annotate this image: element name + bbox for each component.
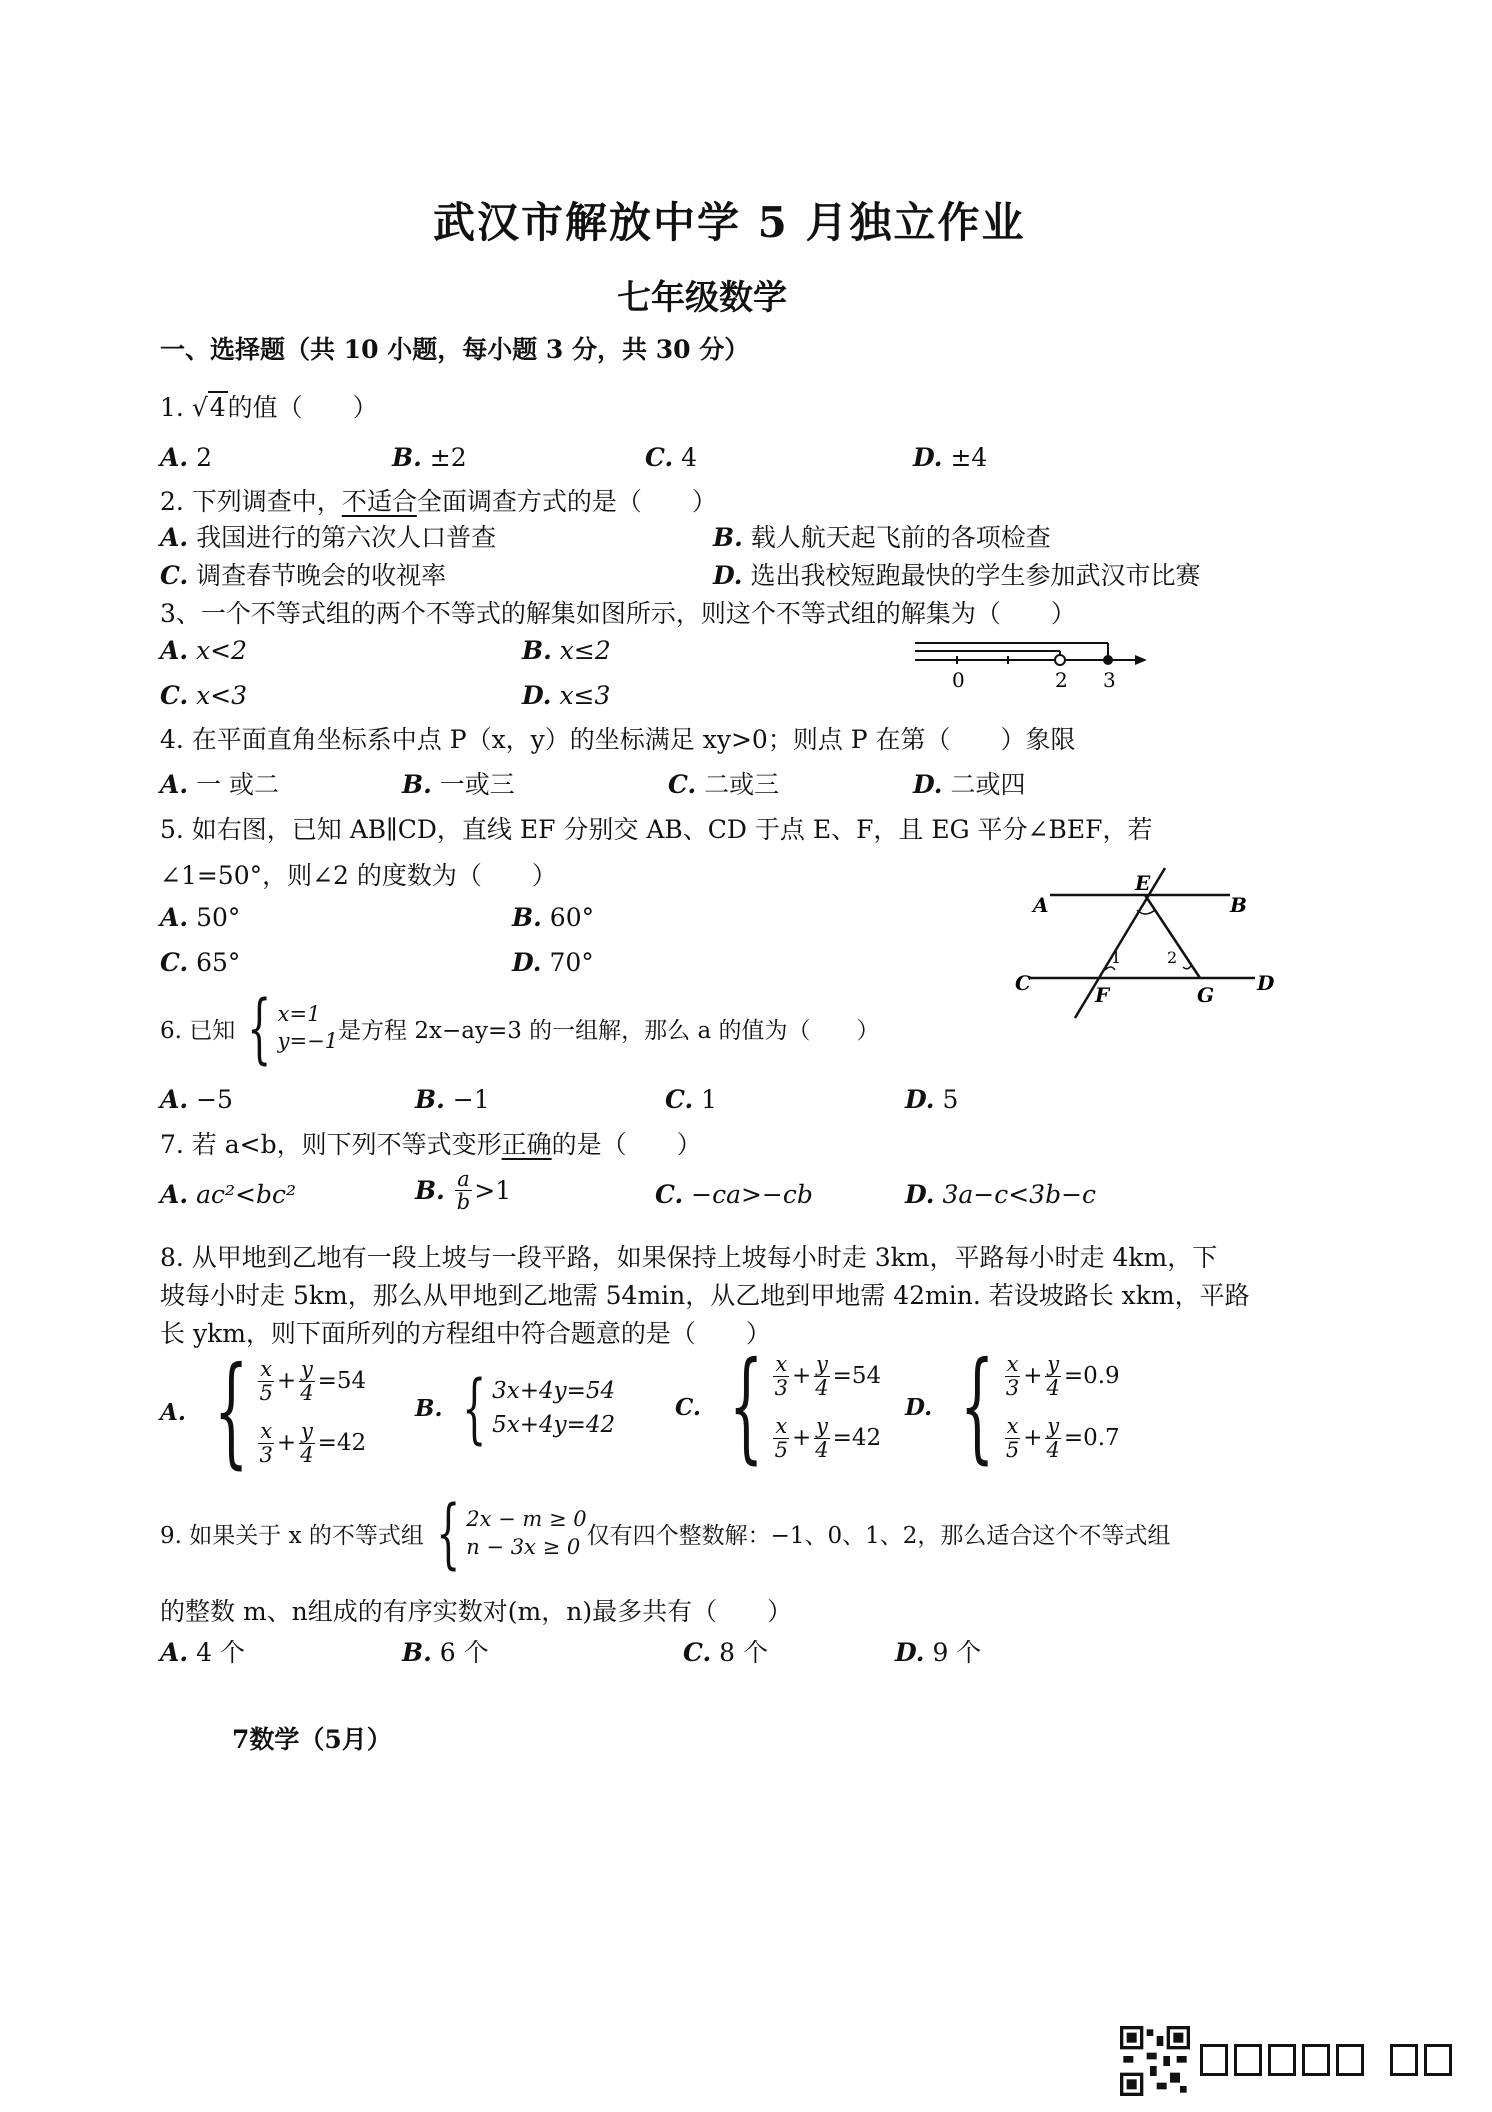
qr-code-icon bbox=[1120, 2026, 1190, 2096]
question-9-line-2: 的整数 m、n组成的有序实数对(m，n)最多共有（ ） bbox=[160, 1597, 793, 1626]
q6-option-a: A. −5 bbox=[160, 1085, 233, 1114]
underlined-keyword: 不适合 bbox=[341, 487, 417, 516]
point-label-d: D bbox=[1257, 971, 1275, 995]
q1-option-a: A. 2 bbox=[160, 443, 212, 472]
question-8-line-1: 8. 从甲地到乙地有一段上坡与一段平路，如果保持上坡每小时走 3km，平路每小时走 4km，下 bbox=[160, 1243, 1218, 1272]
q5-option-a: A. 50° bbox=[160, 903, 241, 932]
q1-option-d: D. ±4 bbox=[913, 443, 988, 472]
q3-option-d: D. x≤3 bbox=[522, 681, 611, 710]
q7-option-b: B. $\frac{a}{b}$ >1 bbox=[415, 1167, 512, 1215]
question-text: 的值（ ） bbox=[227, 393, 378, 422]
radicand: 4 bbox=[209, 393, 226, 422]
point-label-c: C bbox=[1015, 971, 1031, 995]
angle-label-2: 2 bbox=[1167, 948, 1178, 967]
section-heading: 一、选择题（共 10 小题，每小题 3 分，共 30 分） bbox=[160, 335, 750, 364]
q4-option-b: B. 一或三 bbox=[402, 770, 515, 799]
parallel-lines-figure bbox=[1015, 860, 1275, 1020]
q1-option-c: C. 4 bbox=[645, 443, 698, 472]
q4-option-a: A. 一 或二 bbox=[160, 770, 280, 799]
brace-symbol: { bbox=[247, 983, 272, 1072]
question-6: 6. 已知 { x=1 y=−1 是方程 2x−ay=3 的一组解，那么 a 的值为（ ） bbox=[160, 983, 880, 1072]
question-7: 7. 若 a<b，则下列不等式变形正确的是（ ） bbox=[160, 1130, 702, 1159]
q2-option-b: B. 载人航天起飞前的各项检查 bbox=[713, 523, 1051, 552]
number-line-figure bbox=[910, 625, 1150, 710]
q8-option-c: C. { $\frac{x}{3}$ + $\frac{y}{4}$ =54 $\frac{x}{5}$ + $\frac{y}{4}$ =42 bbox=[675, 1337, 882, 1476]
q2-option-a: A. 我国进行的第六次人口普查 bbox=[160, 523, 497, 552]
document-title: 武汉市解放中学 5 月独立作业 bbox=[433, 198, 1026, 247]
q8-option-b: B. { 3x+4y=54 5x+4y=42 bbox=[415, 1363, 616, 1452]
q9-option-a: A. 4 个 bbox=[160, 1638, 245, 1667]
q4-option-c: C. 二或三 bbox=[668, 770, 780, 799]
question-5-line-2: ∠1=50°，则∠2 的度数为（ ） bbox=[160, 861, 557, 890]
question-5-line-1: 5. 如右图，已知 AB∥CD，直线 EF 分别交 AB、CD 于点 E、F，且 EG 平分∠BEF，若 bbox=[160, 815, 1153, 844]
q3-option-c: C. x<3 bbox=[160, 681, 248, 710]
question-3: 3、一个不等式组的两个不等式的解集如图所示，则这个不等式组的解集为（ ） bbox=[160, 599, 1076, 628]
q9-option-c: C. 8 个 bbox=[683, 1638, 768, 1667]
q7-option-c: C. −ca>−cb bbox=[655, 1180, 813, 1209]
q6-option-c: C. 1 bbox=[665, 1085, 718, 1114]
q1-option-b: B. ±2 bbox=[392, 443, 467, 472]
q5-option-c: C. 65° bbox=[160, 948, 241, 977]
q6-option-b: B. −1 bbox=[415, 1085, 490, 1114]
q7-option-a: A. ac²<bc² bbox=[160, 1180, 296, 1209]
document-subtitle: 七年级数学 bbox=[617, 278, 787, 318]
q5-option-d: D. 70° bbox=[512, 948, 594, 977]
point-label-b: B bbox=[1230, 893, 1247, 917]
q7-option-d: D. 3a−c<3b−c bbox=[905, 1180, 1097, 1209]
point-label-a: A bbox=[1033, 893, 1049, 917]
page-footer: 7数学（5月） bbox=[232, 1725, 392, 1754]
question-8-line-2: 坡每小时走 5km，那么从甲地到乙地需 54min，从乙地到甲地需 42min. 若设坡路长 xkm，平路 bbox=[160, 1281, 1250, 1310]
q9-option-d: D. 9 个 bbox=[895, 1638, 982, 1667]
axis-label-0: 0 bbox=[952, 668, 965, 692]
question-4: 4. 在平面直角坐标系中点 P（x，y）的坐标满足 xy>0；则点 P 在第（ ）象限 bbox=[160, 725, 1076, 754]
q5-option-b: B. 60° bbox=[512, 903, 595, 932]
question-9: 9. 如果关于 x 的不等式组 { 2x − m ≥ 0 n − 3x ≥ 0 仅有四个整数解：−1、0、1、2，那么适合这个不等式组 bbox=[160, 1488, 1171, 1577]
axis-label-2: 2 bbox=[1055, 668, 1068, 692]
angle-label-1: 1 bbox=[1111, 948, 1122, 967]
point-label-e: E bbox=[1135, 871, 1151, 895]
question-8-line-3: 长 ykm，则下面所列的方程组中符合题意的是（ ） bbox=[160, 1319, 771, 1348]
q2-option-c: C. 调查春节晚会的收视率 bbox=[160, 561, 447, 590]
q8-option-d: D. { $\frac{x}{3}$ + $\frac{y}{4}$ =0.9 $\frac{x}{5}$ + $\frac{y}{4}$ =0.7 bbox=[905, 1337, 1120, 1476]
q6-option-d: D. 5 bbox=[905, 1085, 959, 1114]
question-number: 1. bbox=[160, 393, 184, 422]
q9-option-b: B. 6 个 bbox=[402, 1638, 489, 1667]
underlined-keyword: 正确 bbox=[501, 1130, 552, 1159]
axis-label-3: 3 bbox=[1103, 668, 1116, 692]
footer-placeholder-boxes bbox=[1200, 2044, 1452, 2076]
q3-option-b: B. x≤2 bbox=[522, 636, 611, 665]
q2-option-d: D. 选出我校短跑最快的学生参加武汉市比赛 bbox=[713, 561, 1201, 590]
q8-option-a: A. { $\frac{x}{5}$ + $\frac{y}{4}$ =54 $\frac{x}{3}$ + $\frac{y}{4}$ =42 bbox=[160, 1342, 367, 1481]
sqrt-symbol: √ bbox=[191, 393, 208, 422]
point-label-g: G bbox=[1197, 983, 1215, 1007]
q4-option-d: D. 二或四 bbox=[913, 770, 1026, 799]
question-2: 2. 下列调查中，不适合全面调查方式的是（ ） bbox=[160, 487, 717, 516]
point-label-f: F bbox=[1095, 983, 1110, 1007]
q3-option-a: A. x<2 bbox=[160, 636, 248, 665]
question-1 bbox=[160, 388, 378, 424]
